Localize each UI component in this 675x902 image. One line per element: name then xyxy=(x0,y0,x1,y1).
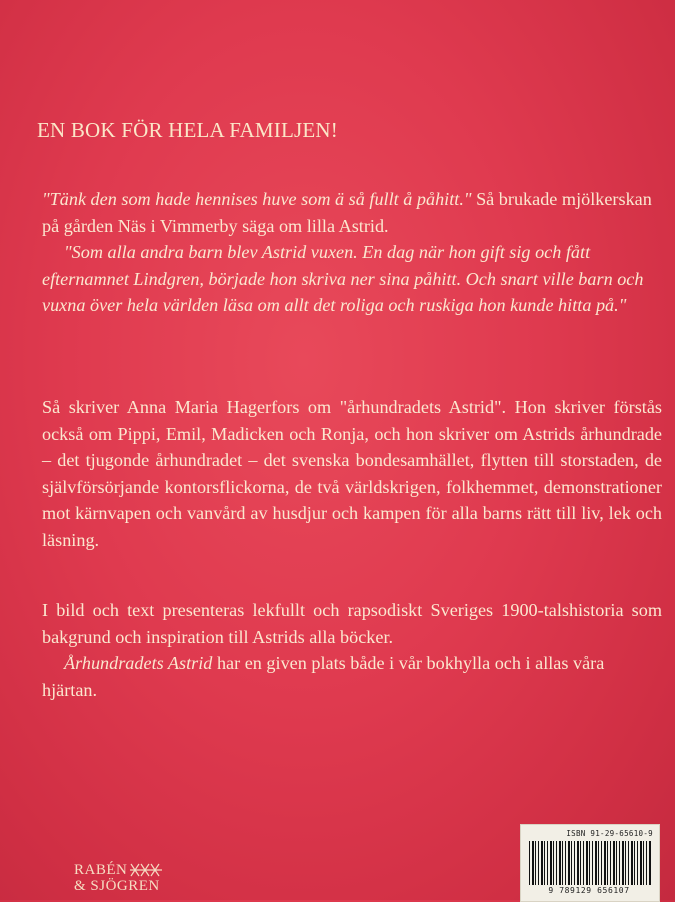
intro-line-rest: Så brukade mjölkerskan på gården Näs i Vimmerby säga om lilla Astrid. xyxy=(42,189,652,236)
closing-title-rest: har en given plats både i vår bokhylla och i allas våra hjärtan. xyxy=(42,653,605,700)
book-title: Århundradets Astrid xyxy=(64,653,213,673)
publisher-ornament-icon xyxy=(129,862,163,878)
ean-number: 9 789129 656107 xyxy=(548,886,630,895)
headline: EN BOK FÖR HELA FAMILJEN! xyxy=(37,118,338,142)
description-text: Så skriver Anna Maria Hagerfors om "århundradets Astrid". Hon skriver förstås också om Pippi, Emil, Madicken och Ronja, och hon skriver om Astrids århundrade – det tjugonde århundradet – det svenska bondesamhället, flytten till storstaden, de självförsörjande kontorsflickorna, de två världskrigen, folkhemmet, demonstrationer mot kärnvapen och vanvård av husdjur och kampen för alla barns rätt till liv, lek och läsning. xyxy=(42,397,662,550)
isbn-label: ISBN 91-29-65610-9 xyxy=(566,829,653,838)
barcode xyxy=(520,824,660,902)
closing-title-line xyxy=(42,650,662,703)
closing-paragraph xyxy=(42,597,662,703)
intro-line xyxy=(42,186,662,239)
publisher-name-line1: RABÉN xyxy=(74,862,128,878)
intro-paragraph xyxy=(42,186,662,319)
publisher-name-line2: & SJÖGREN xyxy=(74,878,160,894)
publisher-logo xyxy=(74,862,163,894)
description-paragraph xyxy=(42,394,662,553)
closing-text: I bild och text presenteras lekfullt och rapsodiskt Sveriges 1900-talshistoria som bakgrund och inspiration till Astrids alla böcker. xyxy=(42,600,662,647)
dialect-quote: "Tänk den som hade hennises huve som ä så fullt å påhitt." xyxy=(42,189,472,209)
barcode-bars xyxy=(529,841,651,885)
intro-quote: "Som alla andra barn blev Astrid vuxen. En dag när hon gift sig och fått efternamnet Lindgren, började hon skriva ner sina påhitt. Och snart ville barn och vuxna över hela världen läsa om allt det roliga och ruskiga hon kunde hitta på." xyxy=(42,242,644,315)
